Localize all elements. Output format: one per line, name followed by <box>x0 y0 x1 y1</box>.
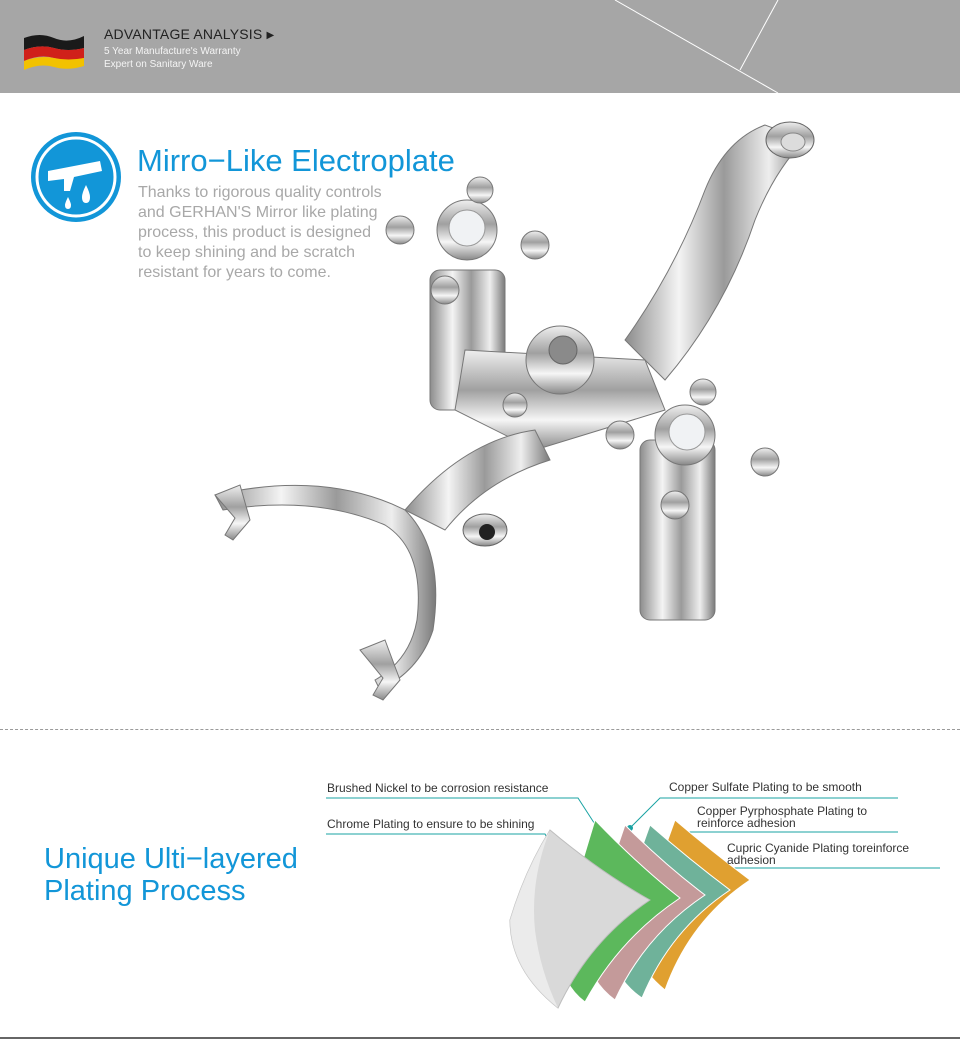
plating-layers-image <box>490 810 760 1010</box>
header-title-text: ADVANTAGE ANALYSIS <box>104 26 263 42</box>
header-arrow-icon: ▶ <box>266 30 275 41</box>
section2-title-line2: Plating Process <box>44 875 246 907</box>
label-copper-pyrophosphate-line1: Copper Pyrphosphate Plating to <box>697 804 868 818</box>
header-subtitle-expert: Expert on Sanitary Ware <box>104 59 213 70</box>
bottom-border <box>0 1037 960 1039</box>
header-subtitle-warranty: 5 Year Manufacture's Warranty <box>104 46 241 57</box>
label-cupric-cyanide-line2: adhesion <box>727 853 776 867</box>
section2-title-line1: Unique Ulti−layered <box>44 843 298 875</box>
section1-title: Mirro−Like Electroplate <box>137 143 455 178</box>
label-chrome-plating: Chrome Plating to ensure to be shining <box>327 817 535 831</box>
label-copper-sulfate: Copper Sulfate Plating to be smooth <box>669 780 862 794</box>
label-copper-pyrophosphate-line2: reinforce adhesion <box>697 816 796 830</box>
label-brushed-nickel: Brushed Nickel to be corrosion resistance <box>327 781 549 795</box>
section1-description: Thanks to rigorous quality controls and GERHAN'S Mirror like plating process, this product is designed to keep shining and be scratch resistant for years to come. <box>138 184 382 281</box>
label-cupric-cyanide-line1: Cupric Cyanide Plating toreinforce <box>727 841 910 855</box>
